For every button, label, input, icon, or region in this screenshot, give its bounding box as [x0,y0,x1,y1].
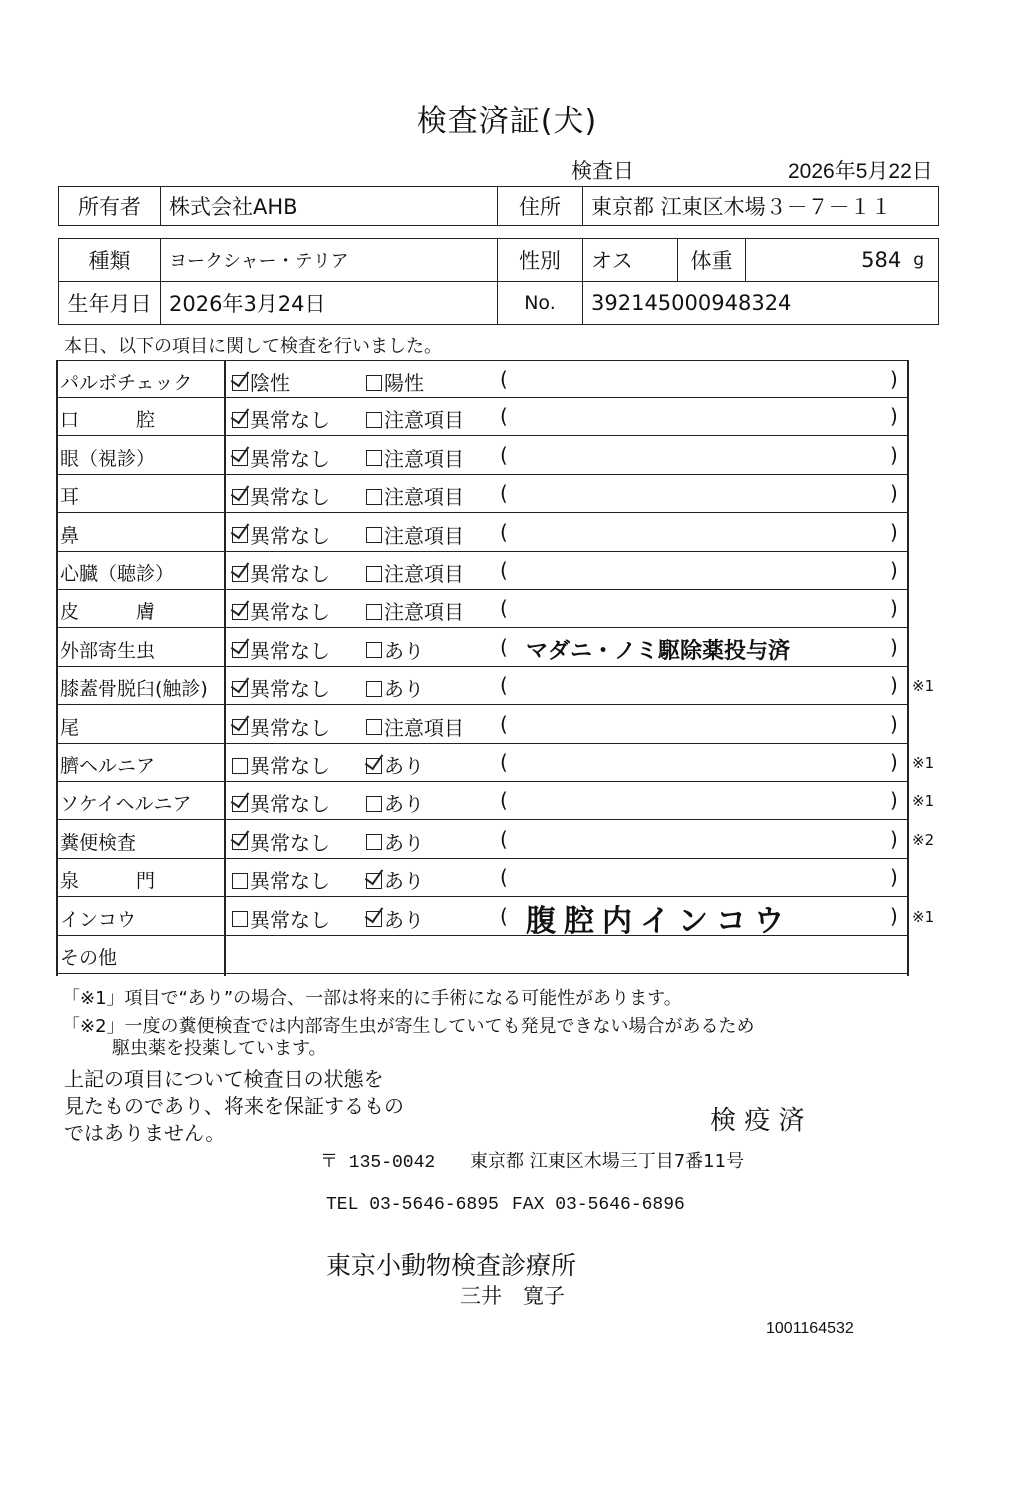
note-paren-close: ) [890,404,898,429]
option-label: あり [384,792,424,817]
inspection-row [56,898,935,939]
option-1 [232,596,330,625]
inspection-row-label: 尾 [60,716,80,739]
checkbox[interactable] [232,719,248,735]
inspection-row [56,590,909,628]
footnote-mark: ※1 [912,677,935,696]
checkbox[interactable] [366,604,382,620]
checkbox[interactable] [232,642,248,658]
weight-label: 体重 [677,238,746,282]
clinic-address: 東京都 江東区木場三丁目7番11号 [470,1151,745,1172]
option-2 [366,865,424,894]
note-paren-open: ( [500,558,508,582]
owner-label: 所有者 [58,186,161,226]
option-2 [366,712,464,741]
option-1 [232,865,330,894]
inspection-row [56,475,909,513]
option-label: 異常なし [250,638,330,663]
option-label: 陽性 [384,371,424,395]
no-label: No. [497,281,583,325]
checkbox[interactable] [366,681,382,697]
footnote-mark: ※1 [912,754,935,772]
checkbox[interactable] [232,681,248,697]
option-label: 注意項目 [384,408,464,433]
option-2 [366,788,424,817]
option-1 [232,443,330,472]
sex-value: オス [582,238,678,282]
checkbox[interactable] [366,758,382,774]
option-2 [366,558,464,587]
inspection-note: 腹腔内インコウ [526,903,792,939]
other-label: その他 [60,947,118,969]
inspection-row [56,360,909,398]
inspection-row-label: 糞便検査 [60,831,137,854]
note-paren-close: ) [890,367,898,391]
inspection-row-label: インコウ [60,908,137,931]
option-2 [366,827,424,856]
option-label: 注意項目 [384,562,464,586]
inspection-date-value: 2026年5月22日 [788,160,933,183]
option-label: 異常なし [250,754,330,778]
option-label: 異常なし [250,715,330,740]
inspection-row-label: 泉 門 [60,870,156,893]
clinic-person: 三井 寛子 [460,1284,565,1308]
inspection-row-label: 皮 膚 [60,601,156,624]
pet-type-label: 種類 [58,238,161,282]
birth-label: 生年月日 [58,281,161,325]
checkbox[interactable] [232,604,248,620]
inspection-row [56,859,909,897]
checkbox[interactable] [366,489,382,505]
option-label: 異常なし [250,792,330,817]
note-paren-open: ( [500,711,508,736]
note-paren-open: ( [500,404,508,429]
option-2 [366,520,464,549]
option-label: あり [384,869,424,894]
checkbox[interactable] [366,566,382,582]
checkbox[interactable] [232,450,248,466]
inspection-row-other [56,936,909,974]
option-label: あり [384,754,424,778]
inspection-row [56,782,935,820]
note-paren-open: ( [500,367,508,391]
clinic-fax: FAX 03-5646-6896 [512,1195,685,1215]
note-paren-close: ) [890,442,898,467]
inspection-row-label: 外部寄生虫 [60,639,156,662]
option-label: 異常なし [250,830,330,855]
note-paren-close: ) [890,750,898,774]
note-paren-open: ( [500,596,508,621]
option-2 [366,443,464,472]
option-label: あり [384,830,424,855]
note-paren-close: ) [890,711,898,736]
footnote-1: 「※1」項目で“あり”の場合、一部は将来的に手術になる可能性があります。 [62,988,682,1009]
checkbox[interactable] [232,566,248,582]
checkbox[interactable] [232,412,248,428]
note-paren-close: ) [890,673,898,698]
checkbox[interactable] [366,642,382,658]
checkbox[interactable] [366,527,382,543]
checkbox[interactable] [366,375,382,391]
weight-field [745,238,939,282]
checkbox[interactable] [232,796,248,812]
inspection-row [56,667,935,705]
option-2 [366,904,424,933]
footnote-2-cont: 駆虫薬を投薬しています。 [112,1038,327,1059]
note-paren-open: ( [500,788,508,813]
option-1 [232,404,330,433]
option-1 [232,904,330,933]
note-paren-open: ( [500,519,508,544]
inspection-row [56,437,909,475]
inspection-note: マダニ・ノミ駆除薬投与済 [526,638,791,664]
option-label: 異常なし [250,677,330,702]
footnote-mark: ※1 [912,792,935,811]
inspection-row-label: 心臓（聴診） [60,563,175,585]
weight-unit: g [913,250,924,270]
option-2 [366,596,464,625]
option-1 [232,635,330,664]
document-number: 1001164532 [766,1320,854,1337]
checkbox[interactable] [366,719,382,735]
checkbox[interactable] [366,911,382,927]
address-label: 住所 [497,186,583,226]
inspection-row [56,706,909,744]
option-label: 異常なし [250,446,330,471]
note-paren-close: ) [890,519,898,544]
option-label: 注意項目 [384,446,464,471]
note-paren-close: ) [890,558,898,582]
option-2 [366,635,424,664]
option-label: 注意項目 [384,485,464,510]
sex-label: 性別 [497,238,583,282]
note-paren-close: ) [890,481,898,506]
inspection-row [56,514,909,552]
checkbox[interactable] [366,873,382,889]
inspection-row [56,744,935,782]
note-paren-close: ) [890,865,898,890]
option-1 [232,788,330,817]
inspection-date-label: 検査日 [571,159,634,183]
option-label: 陰性 [250,371,290,395]
note-paren-open: ( [500,634,508,659]
option-1 [232,481,330,510]
footnote-2: 「※2」一度の糞便検査では内部寄生虫が寄生していても発見できない場合があるため [62,1016,755,1037]
footnote-mark: ※2 [912,830,935,849]
inspection-row-label: 耳 [60,486,80,509]
option-2 [366,750,424,779]
checkbox[interactable] [232,527,248,543]
weight-value: 584 [861,248,902,272]
address-value: 東京都 江東区木場３－７－１１ [582,186,939,226]
no-value: 392145000948324 [582,281,939,325]
option-2 [366,673,424,702]
inspection-row [56,552,909,590]
option-label: 注意項目 [384,715,464,740]
disclaimer-line-1: 上記の項目について検査日の状態を [64,1067,384,1091]
option-label: あり [384,907,424,932]
option-label: 異常なし [250,523,330,548]
option-label: あり [384,638,424,663]
option-label: 注意項目 [384,600,464,625]
pet-type-value: ヨークシャー・テリア [160,238,498,282]
checkbox[interactable] [366,412,382,428]
clinic-postal: 〒 135-0042 [320,1153,436,1173]
option-label: あり [384,677,424,702]
clinic-name: 東京小動物検査診療所 [326,1251,577,1280]
document-title: 検査済証(犬) [416,104,598,139]
note-paren-open: ( [500,442,508,467]
option-1 [232,712,330,741]
option-label: 異常なし [250,600,330,625]
note-paren-open: ( [500,903,508,928]
note-paren-close: ) [890,826,898,851]
checkbox[interactable] [232,375,248,391]
option-label: 異常なし [250,907,330,932]
option-1 [232,673,330,702]
checkbox[interactable] [366,834,382,850]
inspection-row [56,398,909,436]
option-label: 異常なし [250,408,330,433]
intro-text: 本日、以下の項目に関して検査を行いました。 [64,336,442,357]
option-label: 異常なし [250,562,330,586]
note-paren-open: ( [500,673,508,698]
note-paren-open: ( [500,750,508,774]
option-2 [366,481,464,510]
note-paren-open: ( [500,865,508,890]
checkbox[interactable] [232,489,248,505]
inspection-row-label: パルボチェック [60,372,193,394]
quarantine-stamp: 検 疫 済 [710,1106,805,1136]
option-label: 注意項目 [384,523,464,548]
disclaimer-line-2: 見たものであり、将来を保証するもの [64,1094,404,1118]
note-paren-open: ( [500,826,508,851]
note-paren-close: ) [890,903,898,928]
checkbox[interactable] [232,834,248,850]
owner-value: 株式会社AHB [160,186,498,226]
inspection-row-label: 眼（視診） [60,447,156,470]
checkbox[interactable] [232,758,248,774]
option-1 [232,558,330,587]
note-paren-open: ( [500,481,508,506]
option-2 [366,367,424,396]
clinic-tel: TEL 03-5646-6895 [326,1195,499,1215]
option-1 [232,827,330,856]
inspection-row-label: ソケイヘルニア [60,793,192,816]
note-paren-close: ) [890,634,898,659]
inspection-row-label: 臍ヘルニア [60,755,156,777]
note-paren-close: ) [890,596,898,621]
checkbox[interactable] [232,911,248,927]
footnote-mark: ※1 [912,907,935,926]
disclaimer-line-3: ではありません。 [64,1121,226,1145]
option-1 [232,520,330,549]
note-paren-close: ) [890,788,898,813]
inspection-row-label: 膝蓋骨脱臼(触診) [60,678,208,701]
option-label: 異常なし [250,485,330,510]
birth-value: 2026年3月24日 [160,281,498,325]
checkbox[interactable] [232,873,248,889]
option-label: 異常なし [250,869,330,894]
checkbox[interactable] [366,796,382,812]
inspection-row [56,821,935,859]
inspection-row-label: 口 腔 [60,409,156,432]
inspection-row [56,629,909,667]
checkbox[interactable] [366,450,382,466]
option-1 [232,367,290,396]
option-1 [232,750,330,779]
inspection-row-label: 鼻 [60,524,80,547]
option-2 [366,404,464,433]
